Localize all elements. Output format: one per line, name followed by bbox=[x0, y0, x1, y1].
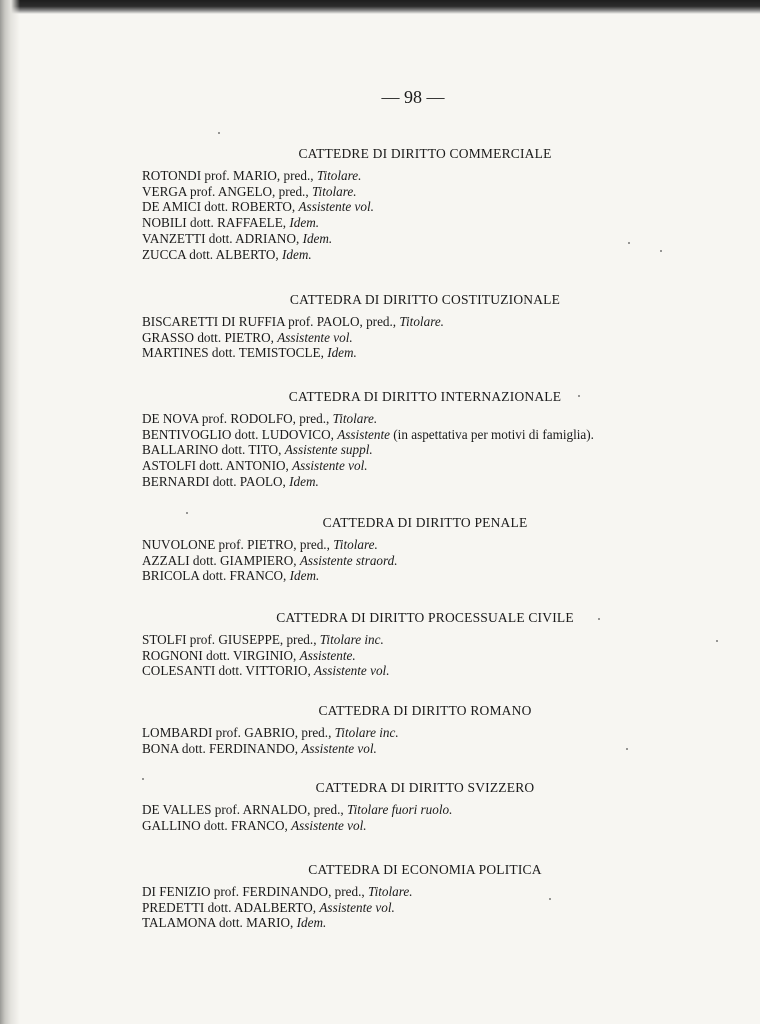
entry bbox=[142, 632, 390, 648]
entry bbox=[142, 442, 594, 458]
entry-list bbox=[142, 411, 594, 490]
entry-list bbox=[142, 168, 374, 262]
entry-list bbox=[142, 537, 398, 584]
scan-speck bbox=[716, 640, 718, 642]
entry-name: ROTONDI prof. MARIO, pred., bbox=[142, 168, 317, 183]
entry-name: NOBILI dott. RAFFAELE, bbox=[142, 215, 290, 231]
entry-name: BENTIVOGLIO dott. LUDOVICO, bbox=[142, 426, 338, 442]
entry bbox=[142, 725, 399, 741]
entry bbox=[142, 818, 452, 834]
entry-role: Assistente vol. bbox=[277, 329, 353, 345]
entry-name: AZZALI dott. GIAMPIERO, bbox=[142, 552, 300, 568]
entry-note: (in aspettativa per motivi di famiglia). bbox=[389, 426, 594, 442]
entry-name: MARTINES dott. TEMISTOCLE, bbox=[142, 345, 328, 361]
scan-speck bbox=[598, 618, 600, 620]
entry-role: Titolare fuori ruolo. bbox=[347, 802, 453, 817]
entry-role: Titolare. bbox=[367, 884, 413, 899]
entry-name: ROGNONI dott. VIRGINIO, bbox=[142, 647, 300, 663]
entry-list bbox=[142, 725, 399, 756]
entry-role: Assistente vol. bbox=[292, 458, 368, 474]
entry-name: BRICOLA dott. FRANCO, bbox=[142, 568, 290, 584]
scan-left-edge bbox=[0, 0, 20, 1024]
entry-role: Assistente straord. bbox=[299, 552, 398, 568]
entry-name: COLESANTI dott. VITTORIO, bbox=[142, 663, 315, 679]
section-title: CATTEDRA DI DIRITTO SVIZZERO bbox=[315, 780, 535, 795]
section-title: CATTEDRA DI DIRITTO INTERNAZIONALE bbox=[288, 389, 562, 404]
section-title: CATTEDRE DI DIRITTO COMMERCIALE bbox=[298, 146, 552, 161]
entry-role: Titolare. bbox=[332, 411, 378, 426]
entry-role: Idem. bbox=[327, 345, 357, 361]
entry-role: Assistente vol. bbox=[298, 199, 374, 215]
entry-list bbox=[142, 884, 413, 931]
entry-role: Titolare. bbox=[399, 314, 444, 329]
entry-role: Assistente suppl. bbox=[284, 442, 373, 458]
entry bbox=[142, 741, 399, 757]
entry-name: ASTOLFI dott. ANTONIO, bbox=[142, 458, 293, 474]
entry-list bbox=[142, 314, 444, 361]
entry-role: Assistente vol. bbox=[291, 817, 367, 833]
entry-list bbox=[142, 632, 390, 679]
scan-speck bbox=[186, 512, 188, 514]
entry-name: BISCARETTI DI RUFFIA prof. PAOLO, pred., bbox=[142, 314, 400, 329]
entry bbox=[142, 474, 594, 490]
entry-role: Titolare. bbox=[333, 537, 378, 552]
section-title: CATTEDRA DI DIRITTO PROCESSUALE CIVILE bbox=[276, 610, 574, 625]
entry-name: LOMBARDI prof. GABRIO, pred., bbox=[142, 725, 335, 740]
entry-name: DE VALLES prof. ARNALDO, pred., bbox=[142, 802, 348, 817]
entry-role: Titolare. bbox=[316, 168, 362, 183]
section-title: CATTEDRA DI DIRITTO COSTITUZIONALE bbox=[289, 292, 561, 307]
entry bbox=[142, 168, 374, 184]
entry bbox=[142, 802, 452, 818]
entry-role: Assistente. bbox=[299, 647, 356, 663]
entry-name: DE AMICI dott. ROBERTO, bbox=[142, 199, 299, 215]
scan-top-edge bbox=[0, 0, 760, 14]
entry bbox=[142, 884, 413, 900]
entry-role: Titolare. bbox=[311, 183, 357, 199]
scan-speck bbox=[578, 395, 580, 397]
scan-speck bbox=[626, 748, 628, 750]
entry-role: Idem. bbox=[296, 915, 327, 931]
entry-name: STOLFI prof. GIUSEPPE, pred., bbox=[142, 632, 320, 647]
section-title: CATTEDRA DI DIRITTO PENALE bbox=[322, 515, 528, 530]
entry-name: GALLINO dott. FRANCO, bbox=[142, 817, 292, 833]
entry-name: ZUCCA dott. ALBERTO, bbox=[142, 246, 283, 262]
entry-name: DI FENIZIO prof. FERDINANDO, pred., bbox=[142, 884, 368, 899]
entry bbox=[142, 199, 374, 215]
entry-role: Assistente vol. bbox=[319, 899, 395, 915]
entry-role: Assistente vol. bbox=[301, 740, 377, 756]
entry-name: TALAMONA dott. MARIO, bbox=[142, 915, 297, 931]
scan-speck bbox=[218, 132, 220, 134]
entry-name: VERGA prof. ANGELO, pred., bbox=[142, 183, 312, 199]
entry-list bbox=[142, 802, 452, 833]
entry bbox=[142, 345, 444, 361]
entry-name: NUVOLONE prof. PIETRO, pred., bbox=[142, 537, 334, 552]
section-title: CATTEDRA DI ECONOMIA POLITICA bbox=[308, 862, 542, 877]
entry-role: Assistente bbox=[337, 426, 390, 442]
entry-name: BONA dott. FERDINANDO, bbox=[142, 740, 302, 756]
entry-name: PREDETTI dott. ADALBERTO, bbox=[142, 899, 320, 915]
entry-role: Idem. bbox=[289, 215, 320, 231]
entry-role: Idem. bbox=[282, 246, 312, 262]
entry-name: BERNARDI dott. PAOLO, bbox=[142, 473, 290, 489]
scan-speck bbox=[628, 242, 630, 244]
entry-name: GRASSO dott. PIETRO, bbox=[142, 329, 278, 345]
entry bbox=[142, 915, 413, 931]
scan-speck bbox=[660, 250, 662, 252]
entry bbox=[142, 663, 390, 679]
entry-role: Idem. bbox=[302, 230, 333, 246]
entry-role: Assistente vol. bbox=[314, 663, 390, 679]
entry bbox=[142, 215, 374, 231]
entry bbox=[142, 184, 374, 200]
entry bbox=[142, 648, 390, 664]
page-number: — 98 — bbox=[381, 87, 445, 107]
entry bbox=[142, 458, 594, 474]
entry bbox=[142, 411, 594, 427]
entry-name: BALLARINO dott. TITO, bbox=[142, 442, 285, 458]
entry-role: Idem. bbox=[289, 473, 319, 489]
entry bbox=[142, 537, 398, 553]
entry bbox=[142, 247, 374, 263]
entry bbox=[142, 568, 398, 584]
entry-name: DE NOVA prof. RODOLFO, pred., bbox=[142, 411, 333, 426]
entry bbox=[142, 314, 444, 330]
entry bbox=[142, 900, 413, 916]
entry-role: Titolare inc. bbox=[334, 725, 399, 740]
entry bbox=[142, 427, 594, 443]
section-title: CATTEDRA DI DIRITTO ROMANO bbox=[318, 703, 532, 718]
entry-name: VANZETTI dott. ADRIANO, bbox=[142, 230, 303, 246]
entry bbox=[142, 231, 374, 247]
entry bbox=[142, 553, 398, 569]
scan-speck bbox=[549, 898, 551, 900]
entry bbox=[142, 330, 444, 346]
entry-role: Titolare inc. bbox=[319, 632, 384, 647]
entry-role: Idem. bbox=[289, 568, 320, 584]
scan-speck bbox=[142, 778, 144, 780]
